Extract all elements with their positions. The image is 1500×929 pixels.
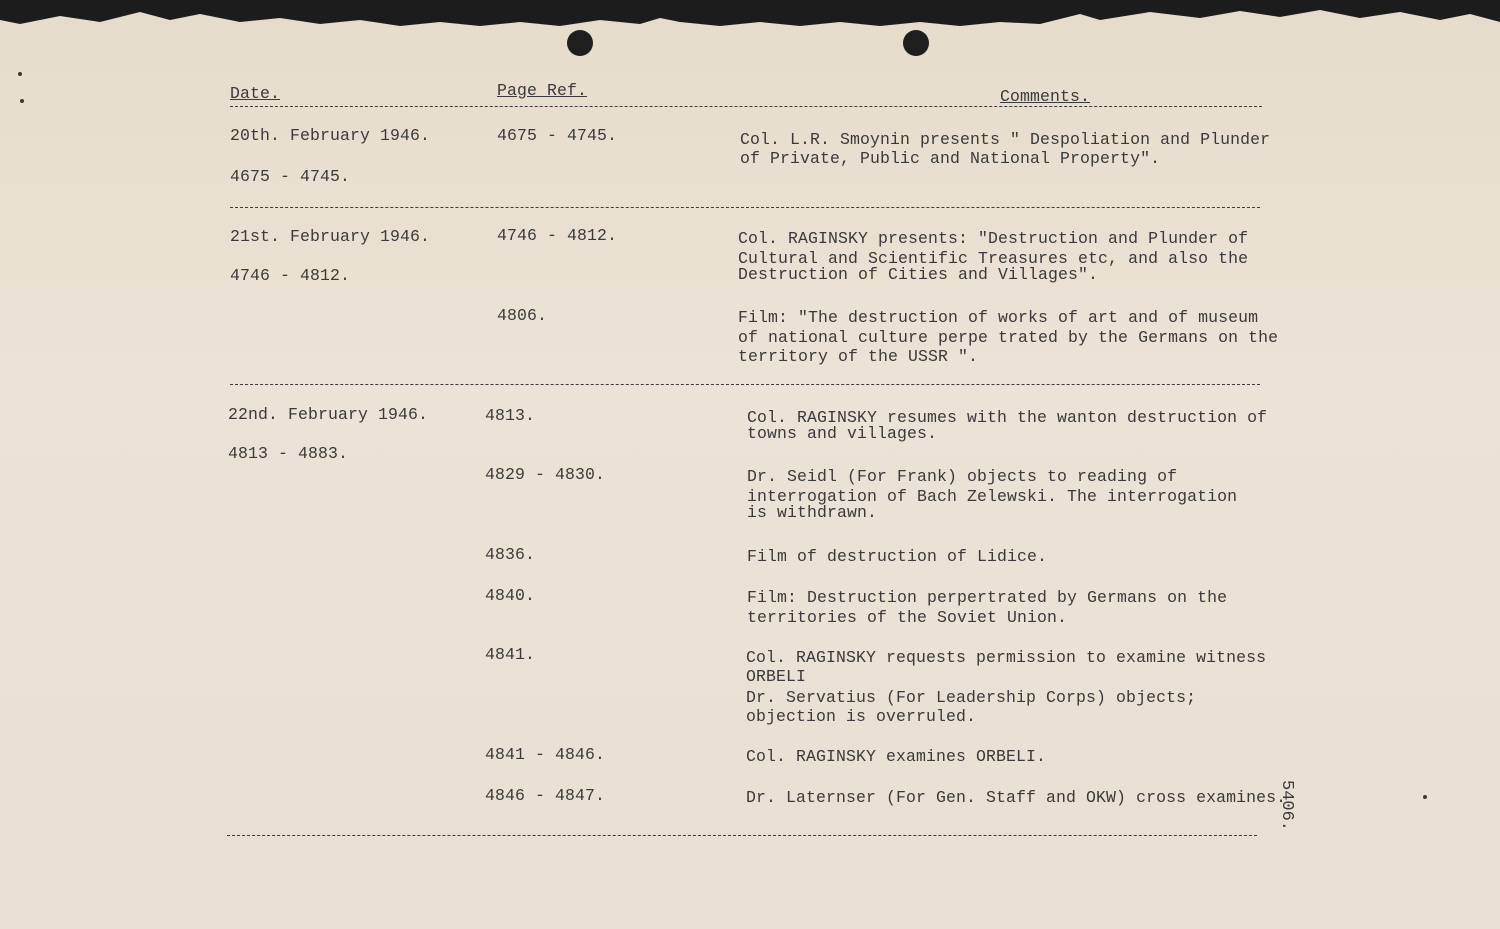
entry-comment-line: is withdrawn.: [747, 503, 878, 522]
section-divider: [227, 835, 1257, 836]
section-date: 21st. February 1946.: [230, 227, 431, 246]
entry-ref: 4675 - 4745.: [497, 126, 618, 145]
entry-comment-line: Dr. Servatius (For Leadership Corps) objects;: [746, 688, 1197, 707]
entry-comment-line: of Private, Public and National Property".: [740, 149, 1161, 168]
entry-comment-line: Col. RAGINSKY examines ORBELI.: [746, 747, 1047, 766]
header-comments: Comments.: [1000, 87, 1091, 106]
section-divider: [230, 384, 1260, 385]
entry-ref: 4841 - 4846.: [485, 745, 606, 764]
section-date: 20th. February 1946.: [230, 126, 431, 145]
margin-mark: [18, 72, 22, 76]
entry-comment-line: Dr. Laternser (For Gen. Staff and OKW) cross examines.: [746, 788, 1287, 807]
section-divider: [230, 207, 1260, 208]
entry-comment-line: of national culture perpe trated by the Germans on the: [738, 328, 1279, 347]
entry-comment-line: Film of destruction of Lidice.: [747, 547, 1048, 566]
section-date: 22nd. February 1946.: [228, 405, 429, 424]
header-date: Date.: [230, 84, 281, 103]
entry-ref: 4836.: [485, 545, 536, 564]
entry-ref: 4813.: [485, 406, 536, 425]
page-number: 5406.: [1277, 780, 1296, 832]
entry-comment-line: towns and villages.: [747, 424, 938, 443]
entry-comment-line: ORBELI: [746, 667, 807, 686]
punch-hole-right: [903, 30, 929, 56]
entry-comment-line: Cultural and Scientific Treasures etc, and also the: [738, 249, 1249, 268]
entry-comment-line: Col. RAGINSKY requests permission to examine witness: [746, 648, 1267, 667]
entry-comment-line: Col. L.R. Smoynin presents " Despoliation and Plunder: [740, 130, 1271, 149]
punch-hole-left: [567, 30, 593, 56]
section-range: 4813 - 4883.: [228, 444, 349, 463]
entry-comment-line: Dr. Seidl (For Frank) objects to reading of: [747, 467, 1178, 486]
entry-ref: 4806.: [497, 306, 548, 325]
entry-ref: 4829 - 4830.: [485, 465, 606, 484]
entry-ref: 4846 - 4847.: [485, 786, 606, 805]
entry-comment-line: Destruction of Cities and Villages".: [738, 265, 1099, 284]
section-range: 4675 - 4745.: [230, 167, 351, 186]
entry-comment-line: territories of the Soviet Union.: [747, 608, 1068, 627]
entry-ref: 4841.: [485, 645, 536, 664]
header-rule: [230, 106, 1262, 107]
entry-comment-line: territory of the USSR ".: [738, 347, 979, 366]
entry-ref: 4840.: [485, 586, 536, 605]
entry-comment-line: interrogation of Bach Zelewski. The interrogation: [747, 487, 1238, 506]
entry-comment-line: Film: "The destruction of works of art and of museum: [738, 308, 1259, 327]
entry-comment-line: Col. RAGINSKY presents: "Destruction and Plunder of: [738, 229, 1249, 248]
margin-mark: [20, 99, 24, 103]
torn-top-edge: [0, 0, 1500, 34]
section-range: 4746 - 4812.: [230, 266, 351, 285]
margin-mark: [1423, 795, 1427, 799]
header-page-ref: Page Ref.: [497, 81, 588, 100]
entry-ref: 4746 - 4812.: [497, 226, 618, 245]
entry-comment-line: objection is overruled.: [746, 707, 977, 726]
entry-comment-line: Film: Destruction perpertrated by Germans on the: [747, 588, 1228, 607]
entry-comment-line: Col. RAGINSKY resumes with the wanton destruction of: [747, 408, 1268, 427]
